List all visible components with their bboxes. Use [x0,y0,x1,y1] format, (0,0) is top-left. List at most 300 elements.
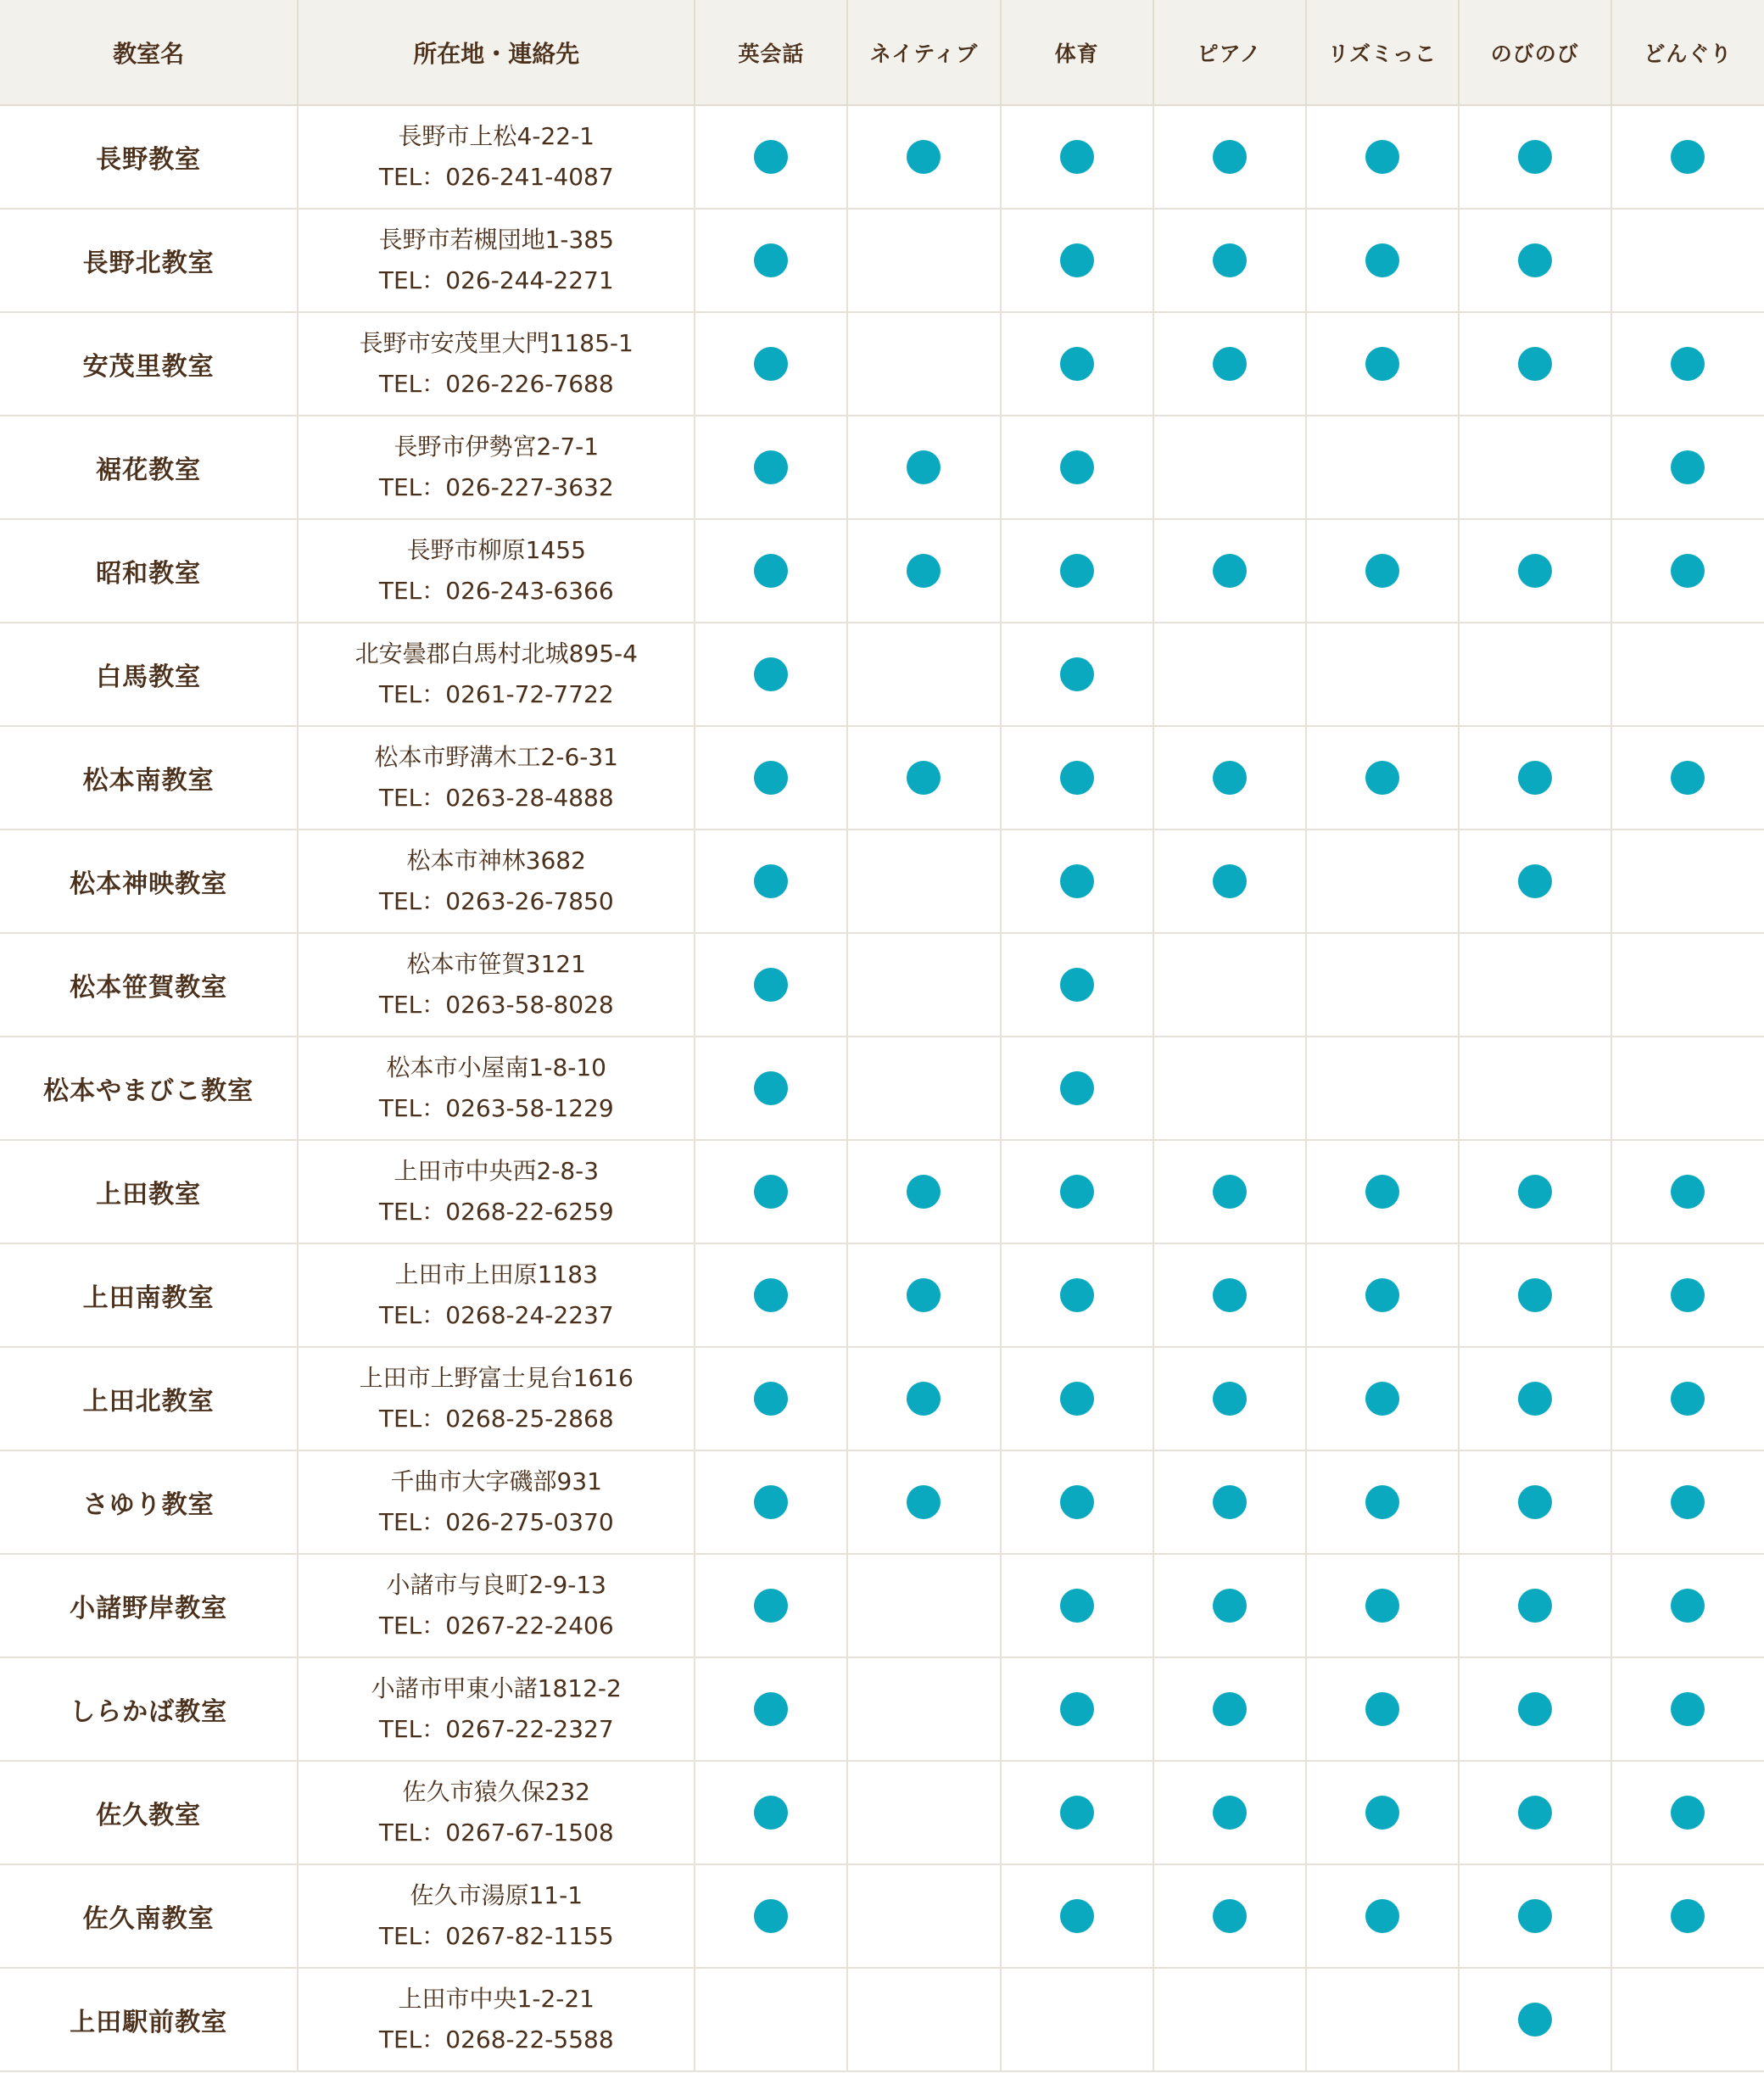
program-cell [1001,830,1153,933]
availability-dot-icon [1060,1899,1094,1933]
program-cell [1153,726,1306,830]
program-cell [1611,105,1764,209]
availability-dot-icon [754,1278,788,1312]
program-cell [1153,623,1306,726]
header-program-english: 英会話 [695,0,847,105]
program-cell [1306,519,1459,623]
availability-dot-icon [1060,1796,1094,1830]
availability-dot-icon [1213,1796,1247,1830]
availability-dot-icon [1671,1175,1705,1209]
program-cell [1611,1243,1764,1347]
program-cell [1459,1554,1611,1657]
availability-dot-icon [1365,554,1399,588]
classroom-name: 松本やまびこ教室 [0,1036,298,1140]
availability-dot-icon [1365,1589,1399,1623]
availability-dot-icon [754,657,788,691]
classroom-contact-cell [298,312,695,416]
classroom-name: さゆり教室 [0,1450,298,1554]
program-cell [1611,1657,1764,1761]
table-row [0,312,1764,416]
classroom-name: 松本笹賀教室 [0,933,298,1036]
program-cell [1001,519,1153,623]
classroom-contact-cell [298,1554,695,1657]
table-row [0,1140,1764,1243]
program-cell [1153,209,1306,312]
availability-dot-icon [754,1382,788,1416]
program-cell [1611,726,1764,830]
program-cell [1153,1761,1306,1864]
program-cell [847,1864,1000,1968]
classroom-phone: TEL：0267-22-2406 [378,1612,614,1640]
classroom-phone: TEL：026-241-4087 [378,163,614,191]
table-row [0,1657,1764,1761]
table-row [0,726,1764,830]
program-cell [847,1554,1000,1657]
availability-dot-icon [754,1589,788,1623]
program-cell [847,933,1000,1036]
availability-dot-icon [1213,864,1247,898]
program-cell [1001,209,1153,312]
program-cell [1153,1450,1306,1554]
classroom-contact-cell [298,1243,695,1347]
classroom-name: 佐久教室 [0,1761,298,1864]
program-cell [1459,830,1611,933]
availability-dot-icon [1518,1692,1552,1726]
program-cell [1611,1036,1764,1140]
availability-dot-icon [1060,243,1094,277]
program-cell [1459,726,1611,830]
classroom-address: 上田市中央西2-8-3 [394,1157,600,1185]
classroom-contact-cell [298,1036,695,1140]
classroom-contact-cell [298,726,695,830]
program-cell [847,830,1000,933]
availability-dot-icon [1518,347,1552,381]
program-cell [847,1657,1000,1761]
program-cell [1001,416,1153,519]
program-cell [1306,1036,1459,1140]
program-cell [1459,1657,1611,1761]
program-cell [1306,1347,1459,1450]
classroom-phone: TEL：0261-72-7722 [378,680,614,708]
program-cell [695,933,847,1036]
classroom-name: 松本南教室 [0,726,298,830]
availability-dot-icon [1365,243,1399,277]
availability-dot-icon [754,450,788,484]
classroom-name: しらかば教室 [0,1657,298,1761]
program-cell [1611,1347,1764,1450]
program-cell [1153,1243,1306,1347]
program-cell [1459,1243,1611,1347]
availability-dot-icon [1671,1589,1705,1623]
classroom-contact-cell [298,1968,695,2071]
availability-dot-icon [907,1485,941,1519]
classroom-name: 長野教室 [0,105,298,209]
availability-dot-icon [754,968,788,1002]
program-cell [1306,1450,1459,1554]
availability-dot-icon [1365,1175,1399,1209]
availability-dot-icon [754,761,788,795]
classroom-contact-cell [298,623,695,726]
program-cell [1153,1347,1306,1450]
table-row [0,1554,1764,1657]
program-cell [695,1243,847,1347]
classroom-address: 上田市中央1-2-21 [398,1985,595,2013]
program-cell [1459,623,1611,726]
availability-dot-icon [754,1071,788,1105]
program-cell [1611,830,1764,933]
table-row [0,416,1764,519]
program-cell [1611,1761,1764,1864]
availability-dot-icon [754,864,788,898]
availability-dot-icon [1671,450,1705,484]
program-cell [1459,1140,1611,1243]
availability-dot-icon [1365,1899,1399,1933]
program-cell [1306,1864,1459,1968]
program-cell [847,1761,1000,1864]
program-cell [695,1036,847,1140]
program-cell [847,1036,1000,1140]
availability-dot-icon [1365,761,1399,795]
program-cell [1153,312,1306,416]
availability-dot-icon [1518,864,1552,898]
availability-dot-icon [1365,1692,1399,1726]
availability-dot-icon [1518,554,1552,588]
program-cell [1459,312,1611,416]
availability-dot-icon [754,347,788,381]
program-cell [1611,1968,1764,2071]
availability-dot-icon [1518,1796,1552,1830]
program-cell [1306,105,1459,209]
program-cell [847,1968,1000,2071]
classroom-contact-cell [298,1347,695,1450]
program-cell [1306,1140,1459,1243]
program-cell [1306,1657,1459,1761]
classroom-name: 上田教室 [0,1140,298,1243]
program-cell [847,209,1000,312]
classroom-phone: TEL：0268-22-5588 [378,2026,614,2053]
classroom-contact-cell [298,209,695,312]
program-cell [847,1243,1000,1347]
classroom-address: 千曲市大字磯部931 [390,1467,602,1495]
classroom-phone: TEL：0267-67-1508 [378,1819,614,1847]
availability-dot-icon [1518,140,1552,174]
classroom-address: 上田市上田原1183 [394,1260,598,1288]
availability-dot-icon [1060,864,1094,898]
table-row [0,1968,1764,2071]
availability-dot-icon [907,140,941,174]
program-cell [1153,1036,1306,1140]
program-cell [847,519,1000,623]
classroom-address: 長野市伊勢宮2-7-1 [394,433,600,461]
table-row [0,1864,1764,1968]
classroom-phone: TEL：026-275-0370 [378,1508,614,1536]
classroom-contact-cell [298,933,695,1036]
program-cell [1153,1657,1306,1761]
classroom-phone: TEL：0263-28-4888 [378,784,614,812]
classroom-address: 松本市小屋南1-8-10 [386,1053,606,1081]
availability-dot-icon [1671,1485,1705,1519]
classroom-address: 上田市上野富士見台1616 [359,1364,634,1392]
availability-dot-icon [1060,657,1094,691]
availability-dot-icon [1671,1796,1705,1830]
program-cell [695,209,847,312]
program-cell [1459,1036,1611,1140]
classroom-address: 小諸市与良町2-9-13 [386,1571,606,1599]
table-row [0,933,1764,1036]
availability-dot-icon [1060,554,1094,588]
classroom-address: 佐久市猿久保232 [402,1778,590,1806]
program-cell [695,1140,847,1243]
program-cell [847,105,1000,209]
program-cell [1459,416,1611,519]
program-cell [1306,830,1459,933]
program-cell [1611,416,1764,519]
classroom-contact-cell [298,1450,695,1554]
availability-dot-icon [754,554,788,588]
availability-dot-icon [907,554,941,588]
program-cell [695,312,847,416]
availability-dot-icon [754,1899,788,1933]
program-cell [1001,312,1153,416]
classroom-name: 昭和教室 [0,519,298,623]
classroom-name: 長野北教室 [0,209,298,312]
classroom-phone: TEL：0267-22-2327 [378,1715,614,1743]
availability-dot-icon [754,1796,788,1830]
program-cell [847,623,1000,726]
availability-dot-icon [1518,1175,1552,1209]
availability-dot-icon [1365,1278,1399,1312]
availability-dot-icon [1213,1589,1247,1623]
program-cell [1153,933,1306,1036]
program-cell [1001,1243,1153,1347]
classroom-address: 長野市安茂里大門1185-1 [359,329,634,357]
availability-dot-icon [1518,1899,1552,1933]
program-cell [1001,1554,1153,1657]
program-cell [695,830,847,933]
program-cell [1306,623,1459,726]
availability-dot-icon [1213,1278,1247,1312]
program-cell [1153,1140,1306,1243]
availability-dot-icon [1671,347,1705,381]
program-cell [1001,1450,1153,1554]
program-cell [695,519,847,623]
availability-dot-icon [1060,1175,1094,1209]
program-cell [1306,1243,1459,1347]
program-cell [1001,933,1153,1036]
program-cell [1611,623,1764,726]
header-program-native: ネイティブ [847,0,1000,105]
availability-dot-icon [1213,1692,1247,1726]
program-cell [1611,209,1764,312]
availability-dot-icon [1671,1278,1705,1312]
program-cell [847,1347,1000,1450]
program-cell [1153,105,1306,209]
table-row [0,209,1764,312]
availability-dot-icon [1518,1382,1552,1416]
classroom-name: 上田南教室 [0,1243,298,1347]
program-cell [847,312,1000,416]
program-cell [695,416,847,519]
header-classroom-name: 教室名 [0,0,298,105]
availability-dot-icon [1518,2003,1552,2037]
program-cell [1153,1968,1306,2071]
program-cell [1001,726,1153,830]
availability-dot-icon [754,140,788,174]
classroom-contact-cell [298,1657,695,1761]
availability-dot-icon [1060,1485,1094,1519]
classroom-name: 裾花教室 [0,416,298,519]
program-cell [1001,1864,1153,1968]
classroom-contact-cell [298,830,695,933]
table-row [0,105,1764,209]
table-body [0,105,1764,2071]
classroom-address: 松本市神林3682 [406,847,586,874]
classroom-phone: TEL：0267-82-1155 [378,1922,614,1950]
classroom-name: 白馬教室 [0,623,298,726]
program-cell [1001,1140,1153,1243]
availability-dot-icon [1060,450,1094,484]
header-program-donguri: どんぐり [1611,0,1764,105]
classroom-contact-cell [298,105,695,209]
classroom-name: 安茂里教室 [0,312,298,416]
availability-dot-icon [1060,968,1094,1002]
classroom-address: 長野市上松4-22-1 [398,122,595,150]
availability-dot-icon [1060,1589,1094,1623]
program-cell [1001,1657,1153,1761]
table-row [0,830,1764,933]
program-cell [1459,209,1611,312]
program-cell [1306,209,1459,312]
classroom-phone: TEL：0263-26-7850 [378,887,614,915]
program-cell [1306,1761,1459,1864]
classroom-phone: TEL：026-244-2271 [378,266,614,294]
availability-dot-icon [907,450,941,484]
availability-dot-icon [1518,243,1552,277]
availability-dot-icon [754,1485,788,1519]
program-cell [1459,1761,1611,1864]
availability-dot-icon [1060,761,1094,795]
availability-dot-icon [907,1175,941,1209]
availability-dot-icon [1213,1899,1247,1933]
availability-dot-icon [754,1175,788,1209]
availability-dot-icon [1060,1278,1094,1312]
program-cell [1306,726,1459,830]
availability-dot-icon [1518,1589,1552,1623]
availability-dot-icon [1365,347,1399,381]
program-cell [695,1864,847,1968]
availability-dot-icon [1213,761,1247,795]
table-row [0,1347,1764,1450]
availability-dot-icon [1671,1899,1705,1933]
table-row [0,1761,1764,1864]
program-cell [1611,1140,1764,1243]
program-cell [1001,105,1153,209]
program-cell [1153,1864,1306,1968]
classroom-name: 松本神映教室 [0,830,298,933]
classroom-phone: TEL：0263-58-8028 [378,991,614,1019]
classroom-phone: TEL：0268-22-6259 [378,1198,614,1226]
program-cell [695,1450,847,1554]
program-cell [1459,1450,1611,1554]
availability-dot-icon [754,243,788,277]
program-cell [1001,1347,1153,1450]
availability-dot-icon [1365,1485,1399,1519]
classroom-address: 小諸市甲東小諸1812-2 [371,1674,622,1702]
classroom-phone: TEL：0268-25-2868 [378,1405,614,1433]
table-row [0,1243,1764,1347]
classroom-address: 長野市柳原1455 [406,536,586,564]
program-cell [1153,1554,1306,1657]
classroom-address: 長野市若槻団地1-385 [378,226,614,254]
program-cell [847,416,1000,519]
availability-dot-icon [1060,140,1094,174]
availability-dot-icon [1365,1796,1399,1830]
classroom-contact-cell [298,1761,695,1864]
program-cell [1611,312,1764,416]
availability-dot-icon [1213,140,1247,174]
program-cell [1459,105,1611,209]
program-cell [1459,519,1611,623]
availability-dot-icon [1671,554,1705,588]
classroom-address: 佐久市湯原11-1 [410,1881,583,1909]
program-cell [847,1140,1000,1243]
program-cell [1459,1864,1611,1968]
availability-dot-icon [1060,1692,1094,1726]
program-cell [1306,933,1459,1036]
program-cell [695,1968,847,2071]
classroom-contact-cell [298,519,695,623]
classroom-phone: TEL：026-243-6366 [378,577,614,605]
program-cell [1001,623,1153,726]
availability-dot-icon [1671,1692,1705,1726]
availability-dot-icon [1365,140,1399,174]
availability-dot-icon [1213,1382,1247,1416]
program-cell [847,726,1000,830]
availability-dot-icon [907,761,941,795]
availability-dot-icon [1213,347,1247,381]
availability-dot-icon [907,1382,941,1416]
classroom-address: 松本市野溝木工2-6-31 [374,743,618,771]
program-cell [695,726,847,830]
program-cell [1306,416,1459,519]
availability-dot-icon [1365,1382,1399,1416]
program-cell [1001,1761,1153,1864]
program-cell [1611,1864,1764,1968]
availability-dot-icon [1060,1382,1094,1416]
header-program-rhythm: リズミっこ [1306,0,1459,105]
program-cell [1306,1968,1459,2071]
availability-dot-icon [1518,761,1552,795]
program-cell [1611,1554,1764,1657]
availability-dot-icon [1518,1278,1552,1312]
program-cell [695,1657,847,1761]
availability-dot-icon [1213,554,1247,588]
program-cell [1153,416,1306,519]
availability-dot-icon [907,1278,941,1312]
table-row [0,623,1764,726]
program-cell [1306,1554,1459,1657]
table-row [0,1036,1764,1140]
header-program-pe: 体育 [1001,0,1153,105]
program-cell [695,1554,847,1657]
classroom-phone: TEL：0263-58-1229 [378,1094,614,1122]
availability-dot-icon [1213,243,1247,277]
availability-dot-icon [1671,1382,1705,1416]
program-cell [1459,1347,1611,1450]
header-program-piano: ピアノ [1153,0,1306,105]
availability-dot-icon [1671,140,1705,174]
availability-dot-icon [1060,347,1094,381]
